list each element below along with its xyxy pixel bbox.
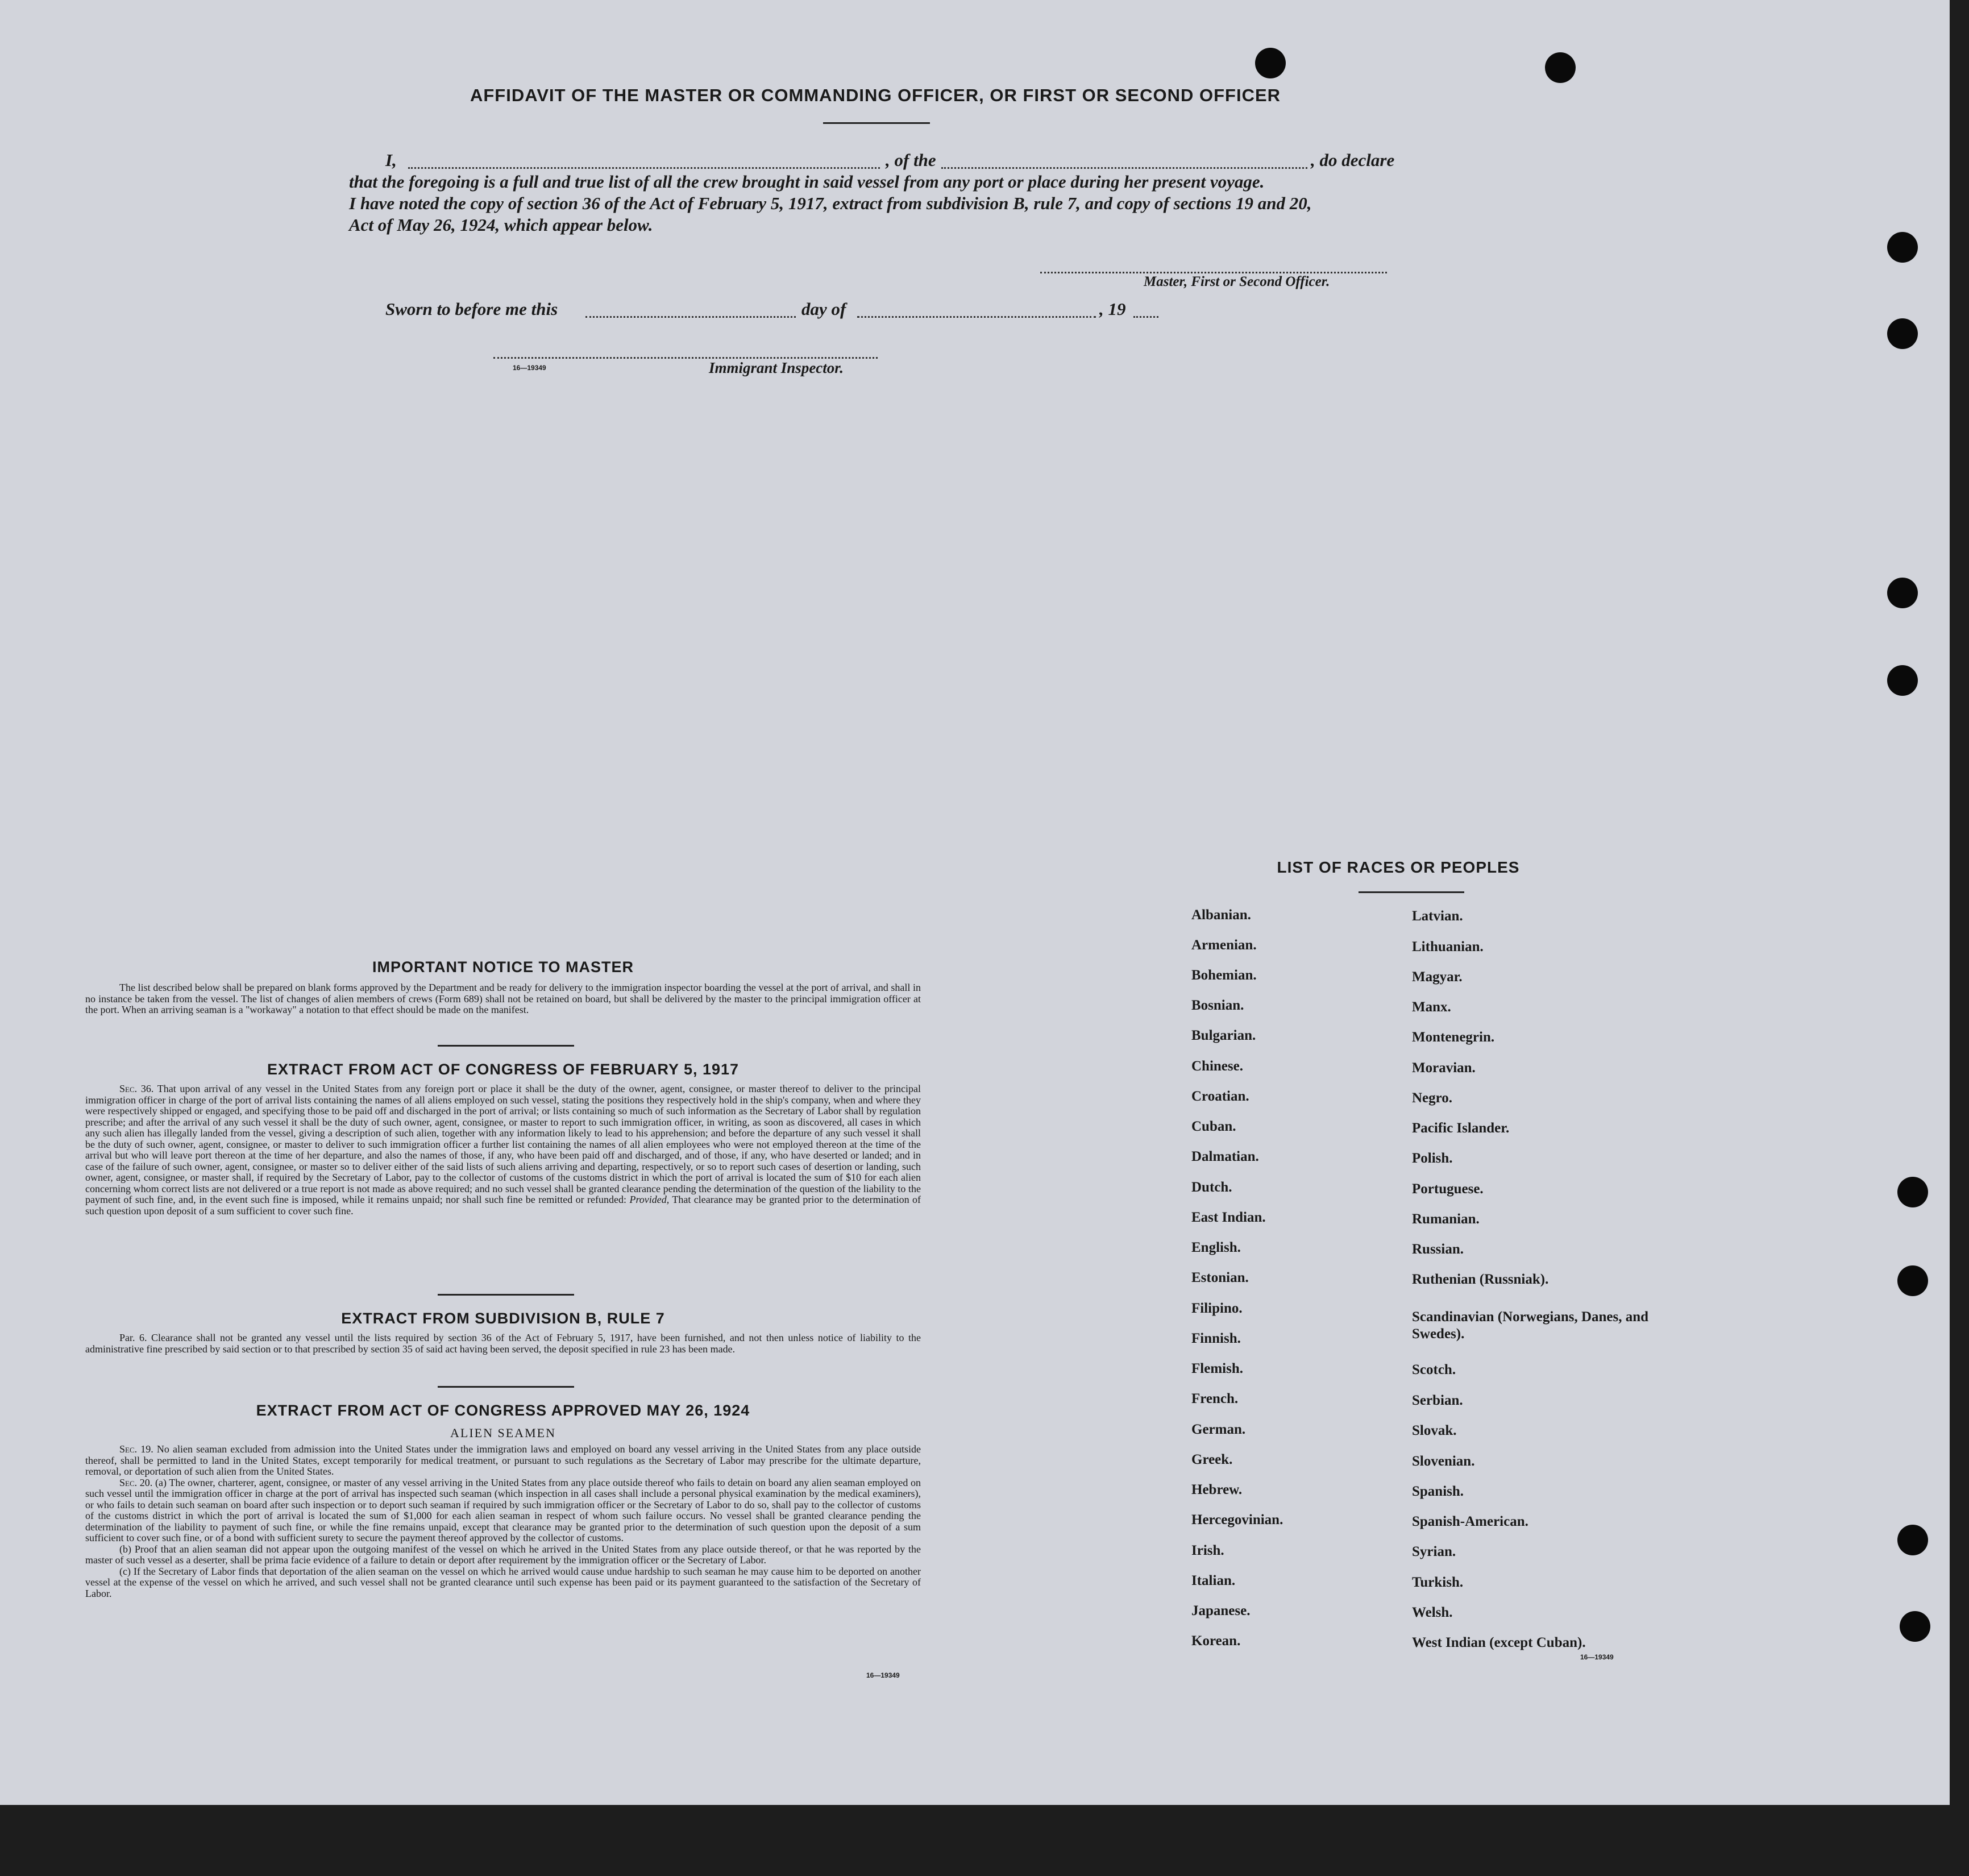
section-text: That upon arrival of any vessel in the United States from any foreign port or place it shall be the duty of the owner, agent, consignee, or master thereof to deliver to the principal immigration officer in charge of the port of arrival lists containing the names of all aliens employed on such vessel, stating the positions they respectively hold in the ship's company, when and where they were respectively shipped or engaged, and specifying those to be paid off and discharged in the port of arrival; or lists containing so much of such information as the Secretary of Labor shall by regulation prescribe; and after the arrival of any such vessel it shall be the duty of such owner, agent, consignee, or master to report to such immigration officer, in writing, as soon as discovered, all cases in which any such alien has illegally landed from the vessel, giving a description of such alien, together with any information likely to lead to his apprehension; and before the departure of any such vessel it shall be the duty of such owner, agent, consignee, or master to deliver to such immigration officer a further list containing the names of all alien employees who were not employed thereon at the time of the arrival but who will leave port thereon at the time of her departure, and also the names of those, if any, who have been paid off and discharged, and of those, if any, who have deserted or landed; and in case of the failure of such owner, agent, consignee, or master so to deliver either of the said lists of such aliens arriving and departing, respectively, or so to report such cases of desertion or landing, such owner, agent, consignee, or master shall, if required by the Secretary of Labor, pay to the collector of customs of the customs district in which the port of arrival is located the sum of $10 for each alien concerning whom correct lists are not delivered or a true report is not made as above required; and no such vessel shall be granted clearance pending the determination of the question of the liability to the payment of such fine, and, in the event such fine is imposed, while it remains unpaid; nor shall such fine be remitted or refunded: bbox=[85, 1083, 921, 1205]
race-item: Irish. bbox=[1191, 1543, 1224, 1558]
extract-1917-text bbox=[85, 1084, 921, 1217]
declaration-do-declare: , do declare bbox=[1311, 150, 1395, 170]
race-item: Bulgarian. bbox=[1191, 1028, 1256, 1043]
race-item: Scandinavian (Norwegians, Danes, and Swedes). bbox=[1412, 1309, 1649, 1342]
race-item: Japanese. bbox=[1191, 1603, 1251, 1618]
punch-hole bbox=[1887, 578, 1918, 608]
declaration-of-the: , of the bbox=[886, 150, 936, 170]
extract-1924-body bbox=[85, 1444, 921, 1599]
race-item: Manx. bbox=[1412, 999, 1451, 1015]
day-blank[interactable] bbox=[585, 316, 796, 318]
sworn-label: Sworn to before me this bbox=[385, 299, 558, 319]
race-item: Albanian. bbox=[1191, 907, 1251, 923]
section-label: Sec. 20. bbox=[119, 1476, 153, 1488]
alien-seamen-heading: ALIEN SEAMEN bbox=[450, 1426, 556, 1440]
form-number: 16—19349 bbox=[513, 364, 546, 372]
extract-rule7-text: Par. 6. Clearance shall not be granted any vessel until the lists required by section 36 of the Act of February 5, 1917, have been furnished, and not then unless notice of liability to the administrative fine prescribed by said section or to that prescribed by section 35 of said act having been served, the deposit specified in rule 23 has been made. bbox=[85, 1332, 921, 1355]
vessel-blank[interactable] bbox=[941, 167, 1307, 169]
year-blank[interactable] bbox=[1133, 316, 1158, 318]
punch-hole bbox=[1545, 52, 1576, 83]
declaration-line: Act of May 26, 1924, which appear below. bbox=[349, 215, 653, 235]
race-item: Lithuanian. bbox=[1412, 939, 1484, 954]
declaration-line: that the foregoing is a full and true list of all the crew brought in said vessel from any port or place during her present voyage. bbox=[349, 172, 1265, 192]
race-item: Dutch. bbox=[1191, 1180, 1232, 1195]
punch-hole bbox=[1887, 318, 1918, 349]
race-item: Hebrew. bbox=[1191, 1482, 1243, 1497]
race-item: East Indian. bbox=[1191, 1210, 1266, 1225]
race-item: Serbian. bbox=[1412, 1393, 1463, 1408]
race-item: French. bbox=[1191, 1391, 1239, 1406]
section-divider bbox=[438, 1294, 574, 1296]
race-item: Hercegovinian. bbox=[1191, 1512, 1283, 1528]
section-label: Sec. 36. bbox=[119, 1083, 154, 1094]
sec20b-para: (b) Proof that an alien seaman did not appear upon the outgoing manifest of the vessel on which he arrived in the United States from any place outside thereof, or that he was reported by the master of such vessel as a deserter, shall be prima facie evidence of a failure to detain or deport after requirement by the immigration officer or the Secretary of Labor. bbox=[85, 1543, 921, 1566]
race-item: Cuban. bbox=[1191, 1119, 1236, 1134]
year-prefix: , 19 bbox=[1099, 299, 1126, 319]
race-item: Turkish. bbox=[1412, 1575, 1464, 1590]
race-item: Latvian. bbox=[1412, 908, 1463, 924]
race-item: Negro. bbox=[1412, 1090, 1453, 1106]
punch-hole bbox=[1887, 232, 1918, 263]
form-number: 16—19349 bbox=[866, 1671, 900, 1679]
form-number: 16—19349 bbox=[1580, 1653, 1614, 1661]
inspector-caption: Immigrant Inspector. bbox=[709, 359, 844, 376]
races-title-rule bbox=[1359, 891, 1464, 893]
race-item: Polish. bbox=[1412, 1151, 1453, 1166]
race-item: Ruthenian (Russniak). bbox=[1412, 1272, 1549, 1287]
title-rule bbox=[823, 122, 930, 124]
race-item: Slovak. bbox=[1412, 1423, 1457, 1438]
inspector-signature-blank[interactable] bbox=[493, 357, 878, 359]
sec20a-para bbox=[85, 1477, 921, 1544]
race-item: Italian. bbox=[1191, 1573, 1236, 1588]
name-blank[interactable] bbox=[408, 167, 880, 169]
affidavit-title: AFFIDAVIT OF THE MASTER OR COMMANDING OFFICER, OR FIRST OR SECOND OFFICER bbox=[470, 85, 1281, 105]
race-item: Finnish. bbox=[1191, 1331, 1241, 1346]
race-item: Dalmatian. bbox=[1191, 1149, 1259, 1164]
race-item: Welsh. bbox=[1412, 1605, 1453, 1620]
extract-rule7-title: EXTRACT FROM SUBDIVISION B, RULE 7 bbox=[341, 1310, 665, 1327]
race-item: Montenegrin. bbox=[1412, 1030, 1495, 1045]
section-divider bbox=[438, 1386, 574, 1388]
race-item: Chinese. bbox=[1191, 1059, 1243, 1074]
race-item: Armenian. bbox=[1191, 937, 1257, 953]
race-item: Bosnian. bbox=[1191, 998, 1244, 1013]
section-divider bbox=[438, 1045, 574, 1047]
race-item: Moravian. bbox=[1412, 1060, 1476, 1076]
extract-1917-title: EXTRACT FROM ACT OF CONGRESS OF FEBRUARY 5, 1917 bbox=[267, 1061, 740, 1078]
race-item: German. bbox=[1191, 1422, 1246, 1437]
sec19-para bbox=[85, 1444, 921, 1477]
races-title: LIST OF RACES OR PEOPLES bbox=[1277, 858, 1520, 876]
proviso-label: Provided, bbox=[629, 1194, 670, 1205]
race-item: Greek. bbox=[1191, 1452, 1233, 1467]
section-text: No alien seaman excluded from admission into the United States under the immigration laws and employed on board any vessel arriving in the United States from any place outside thereof, shall be permitted to land in the United States, except temporarily for medical treatment, or pursuant to such regulations as the Secretary of Labor may prescribe for the ultimate departure, removal, or deportation of such alien from the United States. bbox=[85, 1443, 921, 1477]
punch-hole bbox=[1255, 48, 1286, 78]
race-item: Spanish-American. bbox=[1412, 1514, 1528, 1529]
sec20c-para: (c) If the Secretary of Labor finds that deportation of the alien seaman on the vessel on which he arrived would cause undue hardship to such seaman he may cause him to be deported on another vessel at the expense of the vessel on which he arrived, and such vessel shall not be granted clearance until such expense has been paid or its payment guaranteed to the satisfaction of the Secretary of Labor. bbox=[85, 1565, 921, 1599]
race-item: Russian. bbox=[1412, 1242, 1464, 1257]
race-item: West Indian (except Cuban). bbox=[1412, 1635, 1586, 1650]
race-item: Pacific Islander. bbox=[1412, 1120, 1510, 1136]
notice-text: The list described below shall be prepared on blank forms approved by the Department and be ready for delivery to the immigration inspector boarding the vessel at the port of arrival, and shall in no instance be taken from the vessel. The list of changes of alien members of crews (Form 689) shall not be retained on board, but shall be delivered by the master to the principal immigration officer at the port. When an arriving seaman is a "workaway" a notation to that effect should be made on the manifest. bbox=[85, 982, 921, 1015]
race-item: Magyar. bbox=[1412, 969, 1463, 985]
race-item: Korean. bbox=[1191, 1633, 1241, 1649]
declaration-i: I, bbox=[385, 150, 397, 170]
race-item: Slovenian. bbox=[1412, 1454, 1475, 1469]
section-text: That clearance may be granted prior to the determination of such question upon deposit of a sum sufficient to cover such fine. bbox=[85, 1194, 921, 1217]
signature-blank[interactable] bbox=[1040, 272, 1387, 273]
extract-1924-title: EXTRACT FROM ACT OF CONGRESS APPROVED MAY 26, 1924 bbox=[256, 1402, 750, 1419]
punch-hole bbox=[1887, 665, 1918, 696]
section-label: Sec. 19. bbox=[119, 1443, 153, 1455]
day-of-label: day of bbox=[801, 299, 846, 319]
month-blank[interactable] bbox=[857, 316, 1096, 318]
race-item: Scotch. bbox=[1412, 1362, 1456, 1377]
punch-hole bbox=[1897, 1265, 1928, 1296]
race-item: Spanish. bbox=[1412, 1484, 1464, 1499]
race-item: Croatian. bbox=[1191, 1089, 1249, 1104]
section-text: (a) The owner, charterer, agent, consignee, or master of any vessel arriving in the United States from any place outside thereof who fails to detain on board any alien seaman employed on such vessel until the immigration officer in charge at the port of arrival has inspected such seaman (which inspection in all cases shall include a personal physical examination by the medical examiners), or who fails to detain such seaman on board after such inspection or to deport such seaman if required by such immigration officer or the Secretary of Labor to do so, shall pay to the collector of customs of the customs district in which the port of arrival is located the sum of $1,000 for each alien seaman in respect of whom such failure occurs. No vessel shall be granted clearance pending the determination of the liability to payment of such fine, or while the fine remains unpaid, except that clearance may be granted prior to the determination of such question upon the deposit of a sum sufficient to cover such fine, or of a bond with sufficient surety to secure the payment thereof approved by the collector of customs. bbox=[85, 1476, 921, 1543]
declaration-line: I have noted the copy of section 36 of the Act of February 5, 1917, extract from subdivision B, rule 7, and copy of sections 19 and 20, bbox=[349, 193, 1312, 213]
punch-hole bbox=[1900, 1611, 1930, 1642]
race-item: Estonian. bbox=[1191, 1270, 1249, 1285]
race-item: Syrian. bbox=[1412, 1544, 1456, 1559]
race-item: Filipino. bbox=[1191, 1301, 1243, 1316]
punch-hole bbox=[1897, 1177, 1928, 1207]
race-item: Rumanian. bbox=[1412, 1211, 1480, 1227]
signature-caption: Master, First or Second Officer. bbox=[1144, 274, 1330, 289]
race-item: English. bbox=[1191, 1240, 1241, 1255]
notice-title: IMPORTANT NOTICE TO MASTER bbox=[372, 958, 634, 976]
race-item: Portuguese. bbox=[1412, 1181, 1484, 1197]
punch-hole bbox=[1897, 1525, 1928, 1555]
race-item: Flemish. bbox=[1191, 1361, 1243, 1376]
race-item: Bohemian. bbox=[1191, 968, 1257, 983]
